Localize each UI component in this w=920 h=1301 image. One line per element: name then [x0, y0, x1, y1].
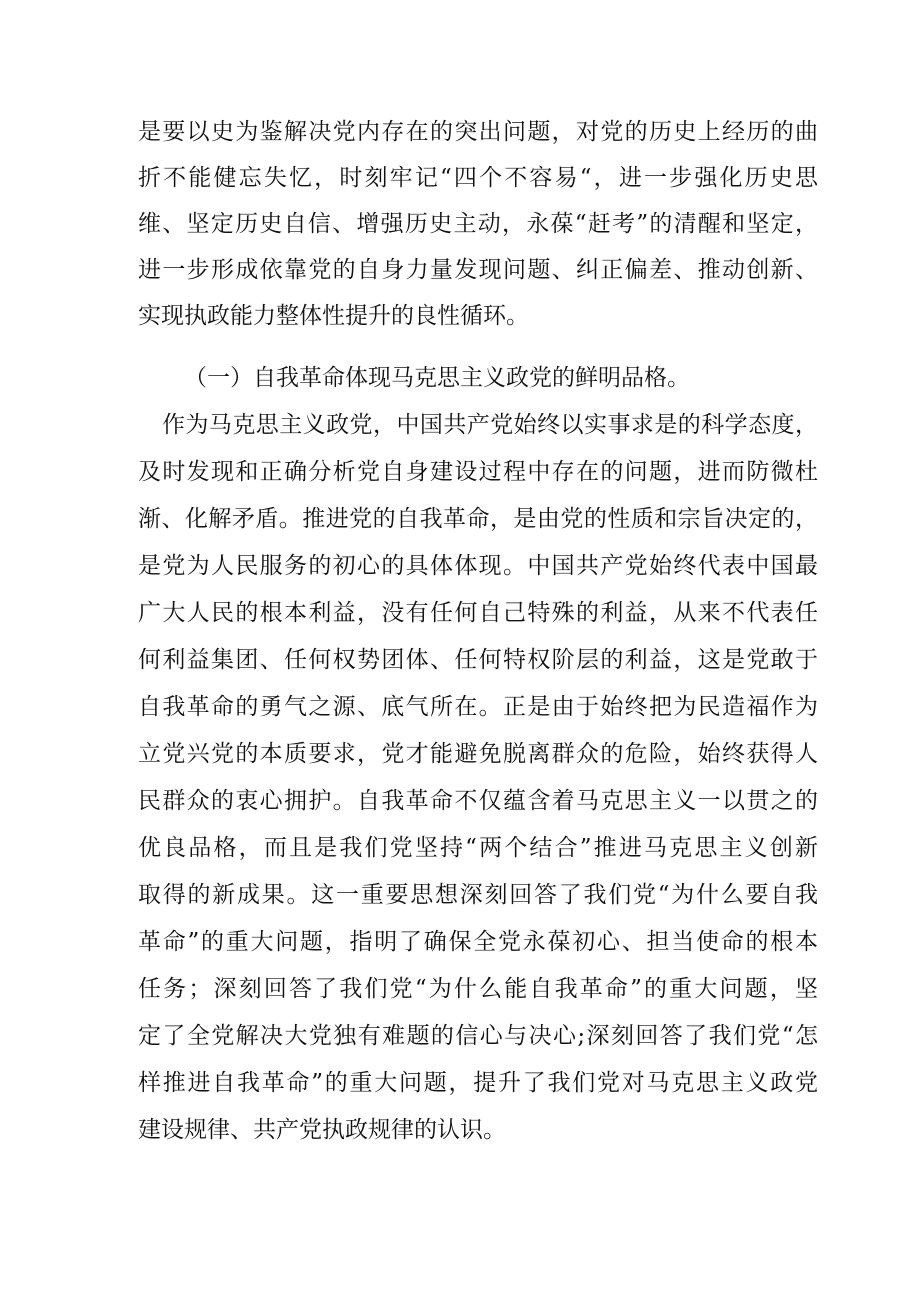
section-heading: （一）自我革命体现马克思主义政党的鲜明品格。 — [184, 365, 690, 391]
paragraph-line: 实现执政能力整体性提升的良性循环。 — [138, 303, 529, 329]
paragraph-line: 广大人民的根本利益，没有任何自己特殊的利益，从来不代表任 — [138, 600, 818, 626]
paragraph-line: 优良品格，而且是我们党坚持“两个结合”推进马克思主义创新 — [138, 835, 818, 861]
paragraph-line: 样推进自我革命”的重大问题，提升了我们党对马克思主义政党 — [138, 1070, 818, 1096]
paragraph-line: 是党为人民服务的初心的具体体现。中国共产党始终代表中国最 — [138, 553, 818, 579]
paragraph-line: 渐、化解矛盾。推进党的自我革命，是由党的性质和宗旨决定的， — [138, 506, 818, 532]
paragraph-line: 定了全党解决大党独有难题的信心与决心;深刻回答了我们党“怎 — [138, 1023, 818, 1049]
paragraph-line: 任务；深刻回答了我们党“为什么能自我革命”的重大问题，坚 — [138, 976, 818, 1002]
paragraph-line: 是要以史为鉴解决党内存在的突出问题，对党的历史上经历的曲 — [138, 119, 818, 145]
paragraph-line: 及时发现和正确分析党自身建设过程中存在的问题，进而防微杜 — [138, 459, 818, 485]
paragraph-line: 作为马克思主义政党，中国共产党始终以实事求是的科学态度， — [162, 412, 818, 438]
paragraph-line: 民群众的衷心拥护。自我革命不仅蕴含着马克思主义一以贯之的 — [138, 788, 818, 814]
paragraph-line: 进一步形成依靠党的自身力量发现问题、纠正偏差、推动创新、 — [138, 257, 818, 283]
paragraph-line: 自我革命的勇气之源、底气所在。正是由于始终把为民造福作为 — [138, 694, 818, 720]
paragraph-line: 革命”的重大问题，指明了确保全党永葆初心、担当使命的根本 — [138, 929, 818, 955]
paragraph-line: 何利益集团、任何权势团体、任何特权阶层的利益，这是党敢于 — [138, 647, 818, 673]
paragraph-line: 取得的新成果。这一重要思想深刻回答了我们党“为什么要自我 — [138, 882, 818, 908]
paragraph-line: 建设规律、共产党执政规律的认识。 — [138, 1117, 506, 1143]
paragraph-line: 立党兴党的本质要求，党才能避免脱离群众的危险，始终获得人 — [138, 741, 818, 767]
paragraph-line: 维、坚定历史自信、增强历史主动，永葆“赶考”的清醒和坚定， — [138, 211, 818, 237]
paragraph-line: 折不能健忘失忆，时刻牢记“四个不容易“，进一步强化历史思 — [138, 165, 818, 191]
